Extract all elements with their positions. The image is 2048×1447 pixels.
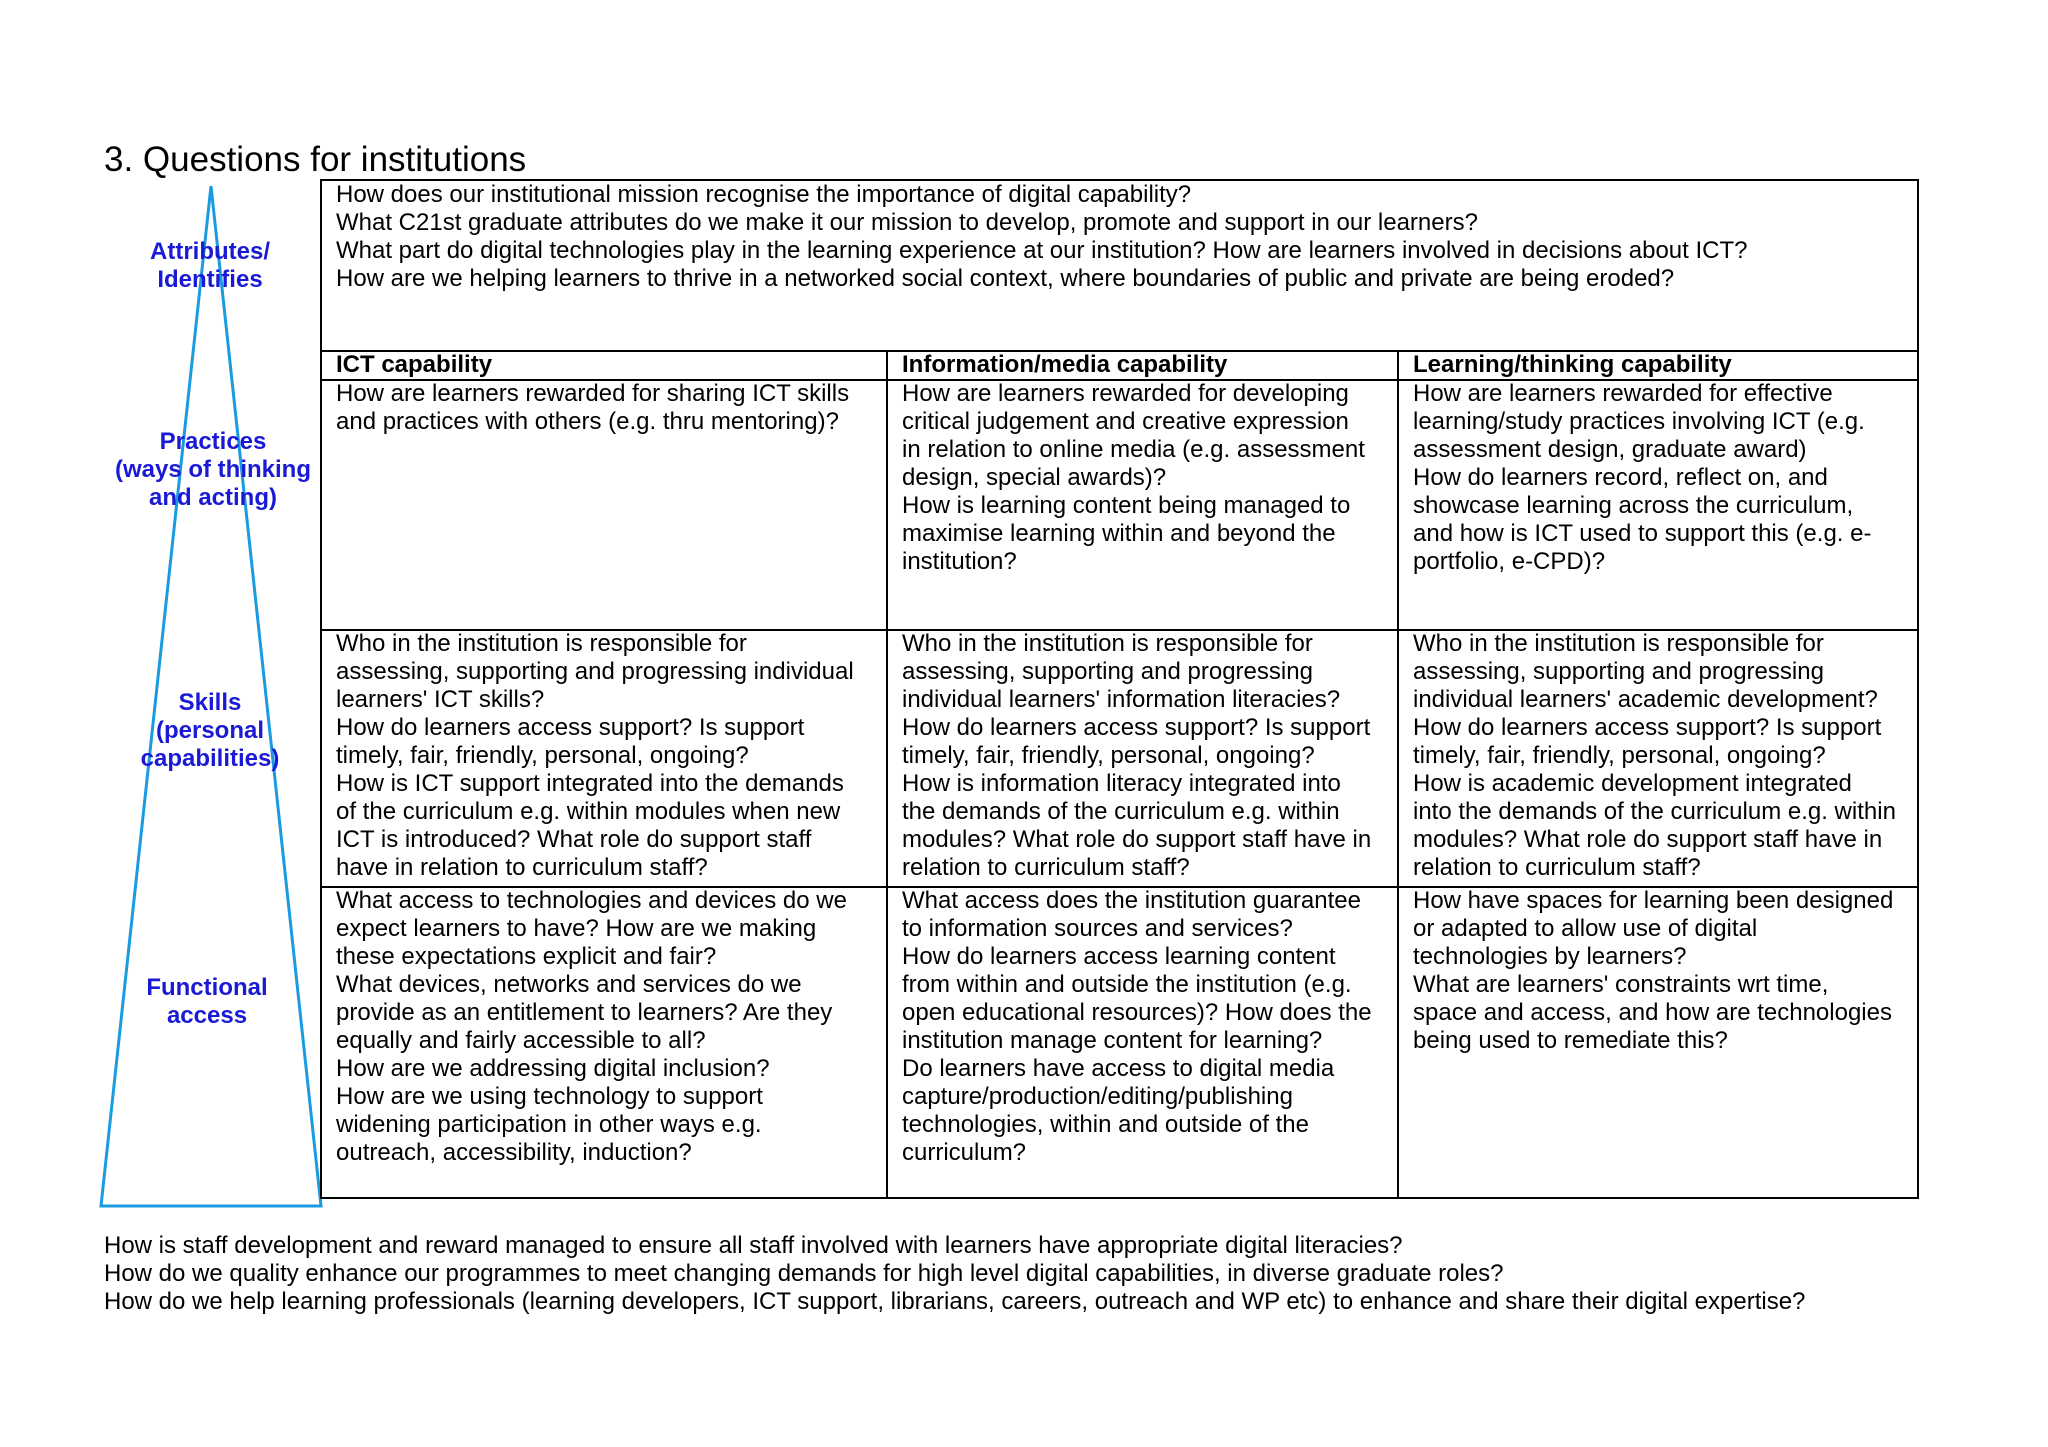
questions-table <box>320 179 1919 1199</box>
practices-learning-thinking: How are learners rewarded for effective learning/study practices involving ICT (e.g. assessment design, graduate award) How do learners record, reflect on, and showcase learning across the curriculum, and how is ICT used to support this (e.g. e- portfolio, e-CPD)? <box>1413 380 1872 575</box>
table-border-left <box>320 179 322 1199</box>
level-functional-label: Functional access <box>146 974 268 1029</box>
page-title: 3. Questions for institutions <box>104 140 527 179</box>
level-skills-label: Skills (personal capabilities) <box>140 689 280 772</box>
level-practices-label: Practices (ways of thinking and acting) <box>114 428 311 511</box>
table-border-bottom <box>320 1197 1919 1199</box>
capability-pyramid <box>0 0 340 1230</box>
attributes-questions: How does our institutional mission recognise the importance of digital capability? What C21st graduate attributes do we make it our mission to develop, promote and support in our learners? What part do digital technologies play in the learning experience at our institution? How are learners involved in decisions about ICT? How are we helping learners to thrive in a networked social context, where boundaries of public and private are being eroded? <box>336 181 1748 292</box>
level-attributes-label: Attributes/ Identifies <box>150 238 270 293</box>
column-header-information-media: Information/media capability <box>902 351 1228 378</box>
skills-information-media: Who in the institution is responsible for assessing, supporting and progressing individual learners' information literacies? How do learners access support? Is support timely, fair, friendly, personal, ongoing? How is information literacy integrated into the demands of the curriculum e.g. within modules? What role do support staff have in relation to curriculum staff? <box>902 630 1372 881</box>
table-col-divider-2 <box>1397 350 1399 1199</box>
skills-learning-thinking: Who in the institution is responsible for assessing, supporting and progressing individual learners' academic development? How do learners access support? Is support timely, fair, friendly, personal, ongoing? How is academic development integrated into the demands of the curriculum e.g. within modules? What role do support staff have in relation to curriculum staff? <box>1413 630 1896 881</box>
skills-ict: Who in the institution is responsible for assessing, supporting and progressing individual learners' ICT skills? How do learners access support? Is support timely, fair, friendly, personal, ongoing? How is ICT support integrated into the demands of the curriculum e.g. within modules when new ICT is introduced? What role do support staff have in relation to curriculum staff? <box>336 630 854 881</box>
practices-information-media: How are learners rewarded for developing critical judgement and creative expression in relation to online media (e.g. assessment design, special awards)? How is learning content being managed to maximise learning within and beyond the institution? <box>902 380 1365 575</box>
table-border-right <box>1917 179 1919 1199</box>
table-col-divider-1 <box>886 350 888 1199</box>
footer-questions: How is staff development and reward managed to ensure all staff involved with learners have appropriate digital literacies? How do we quality enhance our programmes to meet changing demands for high level digital capabilities, in diverse graduate roles? How do we help learning professionals (learning developers, ICT support, librarians, careers, outreach and WP etc) to enhance and share their digital expertise? <box>104 1232 1806 1315</box>
column-header-learning-thinking: Learning/thinking capability <box>1413 351 1732 378</box>
functional-information-media: What access does the institution guarantee to information sources and services? How do learners access learning content from within and outside the institution (e.g. open educational resources)? How does the institution manage content for learning? Do learners have access to digital media capture/production/editing/publishing technologies, within and outside of the curriculum? <box>902 887 1372 1166</box>
practices-ict: How are learners rewarded for sharing ICT skills and practices with others (e.g. thru mentoring)? <box>336 380 850 435</box>
functional-learning-thinking: How have spaces for learning been designed or adapted to allow use of digital technologies by learners? What are learners' constraints wrt time, space and access, and how are technologies being used to remediate this? <box>1413 887 1894 1054</box>
column-header-ict: ICT capability <box>336 351 493 378</box>
functional-ict: What access to technologies and devices do we expect learners to have? How are we making these expectations explicit and fair? What devices, networks and services do we provide as an entitlement to learners? Are they equally and fairly accessible to all? How are we addressing digital inclusion? How are we using technology to support widening participation in other ways e.g. outreach, accessibility, induction? <box>336 887 847 1166</box>
